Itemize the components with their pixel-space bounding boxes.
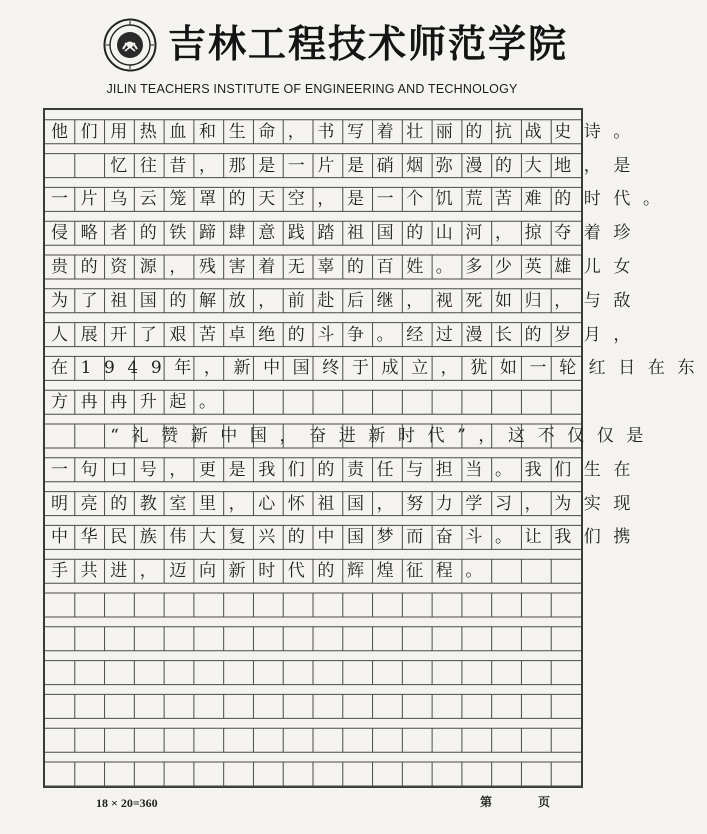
essay-line: 中华民族伟大复兴的中国梦而奋斗。让我们携 (51, 527, 643, 548)
institute-name-chinese: 吉林工程技术师范学院 (168, 21, 569, 66)
page-label-suffix: 页 (538, 795, 551, 809)
essay-line: 人展开了艰苦卓绝的斗争。经过漫长的岁月， (51, 324, 643, 345)
essay-line: 手共进，迈向新时代的辉煌征程。 (51, 561, 495, 582)
manuscript-grid (43, 108, 707, 788)
university-seal-icon (103, 18, 157, 72)
essay-line: 忆往昔，那是一片是硝烟弥漫的大地，是 (51, 155, 643, 176)
essay-line: 为了祖国的解放，前赴后继，视死如归，与敌 (51, 290, 643, 311)
grid-count-label: 18 × 20=360 (96, 796, 158, 810)
institute-name-english: JILIN TEACHERS INSTITUTE OF ENGINEERING AND TECHNOLOGY (106, 82, 518, 96)
essay-line: 一片乌云笼罩的天空，是一个饥荒苦难的时代。 (51, 189, 673, 210)
essay-line: “礼赞新中国，奋进新时代”，这不仅仅是 (51, 426, 656, 446)
essay-line: 明亮的教室里，心怀祖国，努力学习，为实现 (51, 493, 643, 514)
essay-line: 贵的资源，残害着无辜的百姓。多少英雄儿女 (51, 257, 643, 277)
essay-line: 侵略者的铁蹄肆意践踏祖国的山河，掠夺着珍 (51, 223, 643, 244)
essay-line: 在1949年，新中国终于成立，犹如一轮红日在东 (51, 358, 707, 379)
grid-lines (45, 110, 581, 786)
essay-line: 方冉冉升起。 (51, 392, 229, 413)
essay-line: 他们用热血和生命，书写着壮丽的抗战史诗。 (51, 121, 643, 142)
letterhead (0, 0, 624, 100)
page-label-prefix: 第 (480, 795, 493, 809)
essay-line: 一句口号，更是我们的责任与担当。我们生在 (51, 459, 643, 480)
